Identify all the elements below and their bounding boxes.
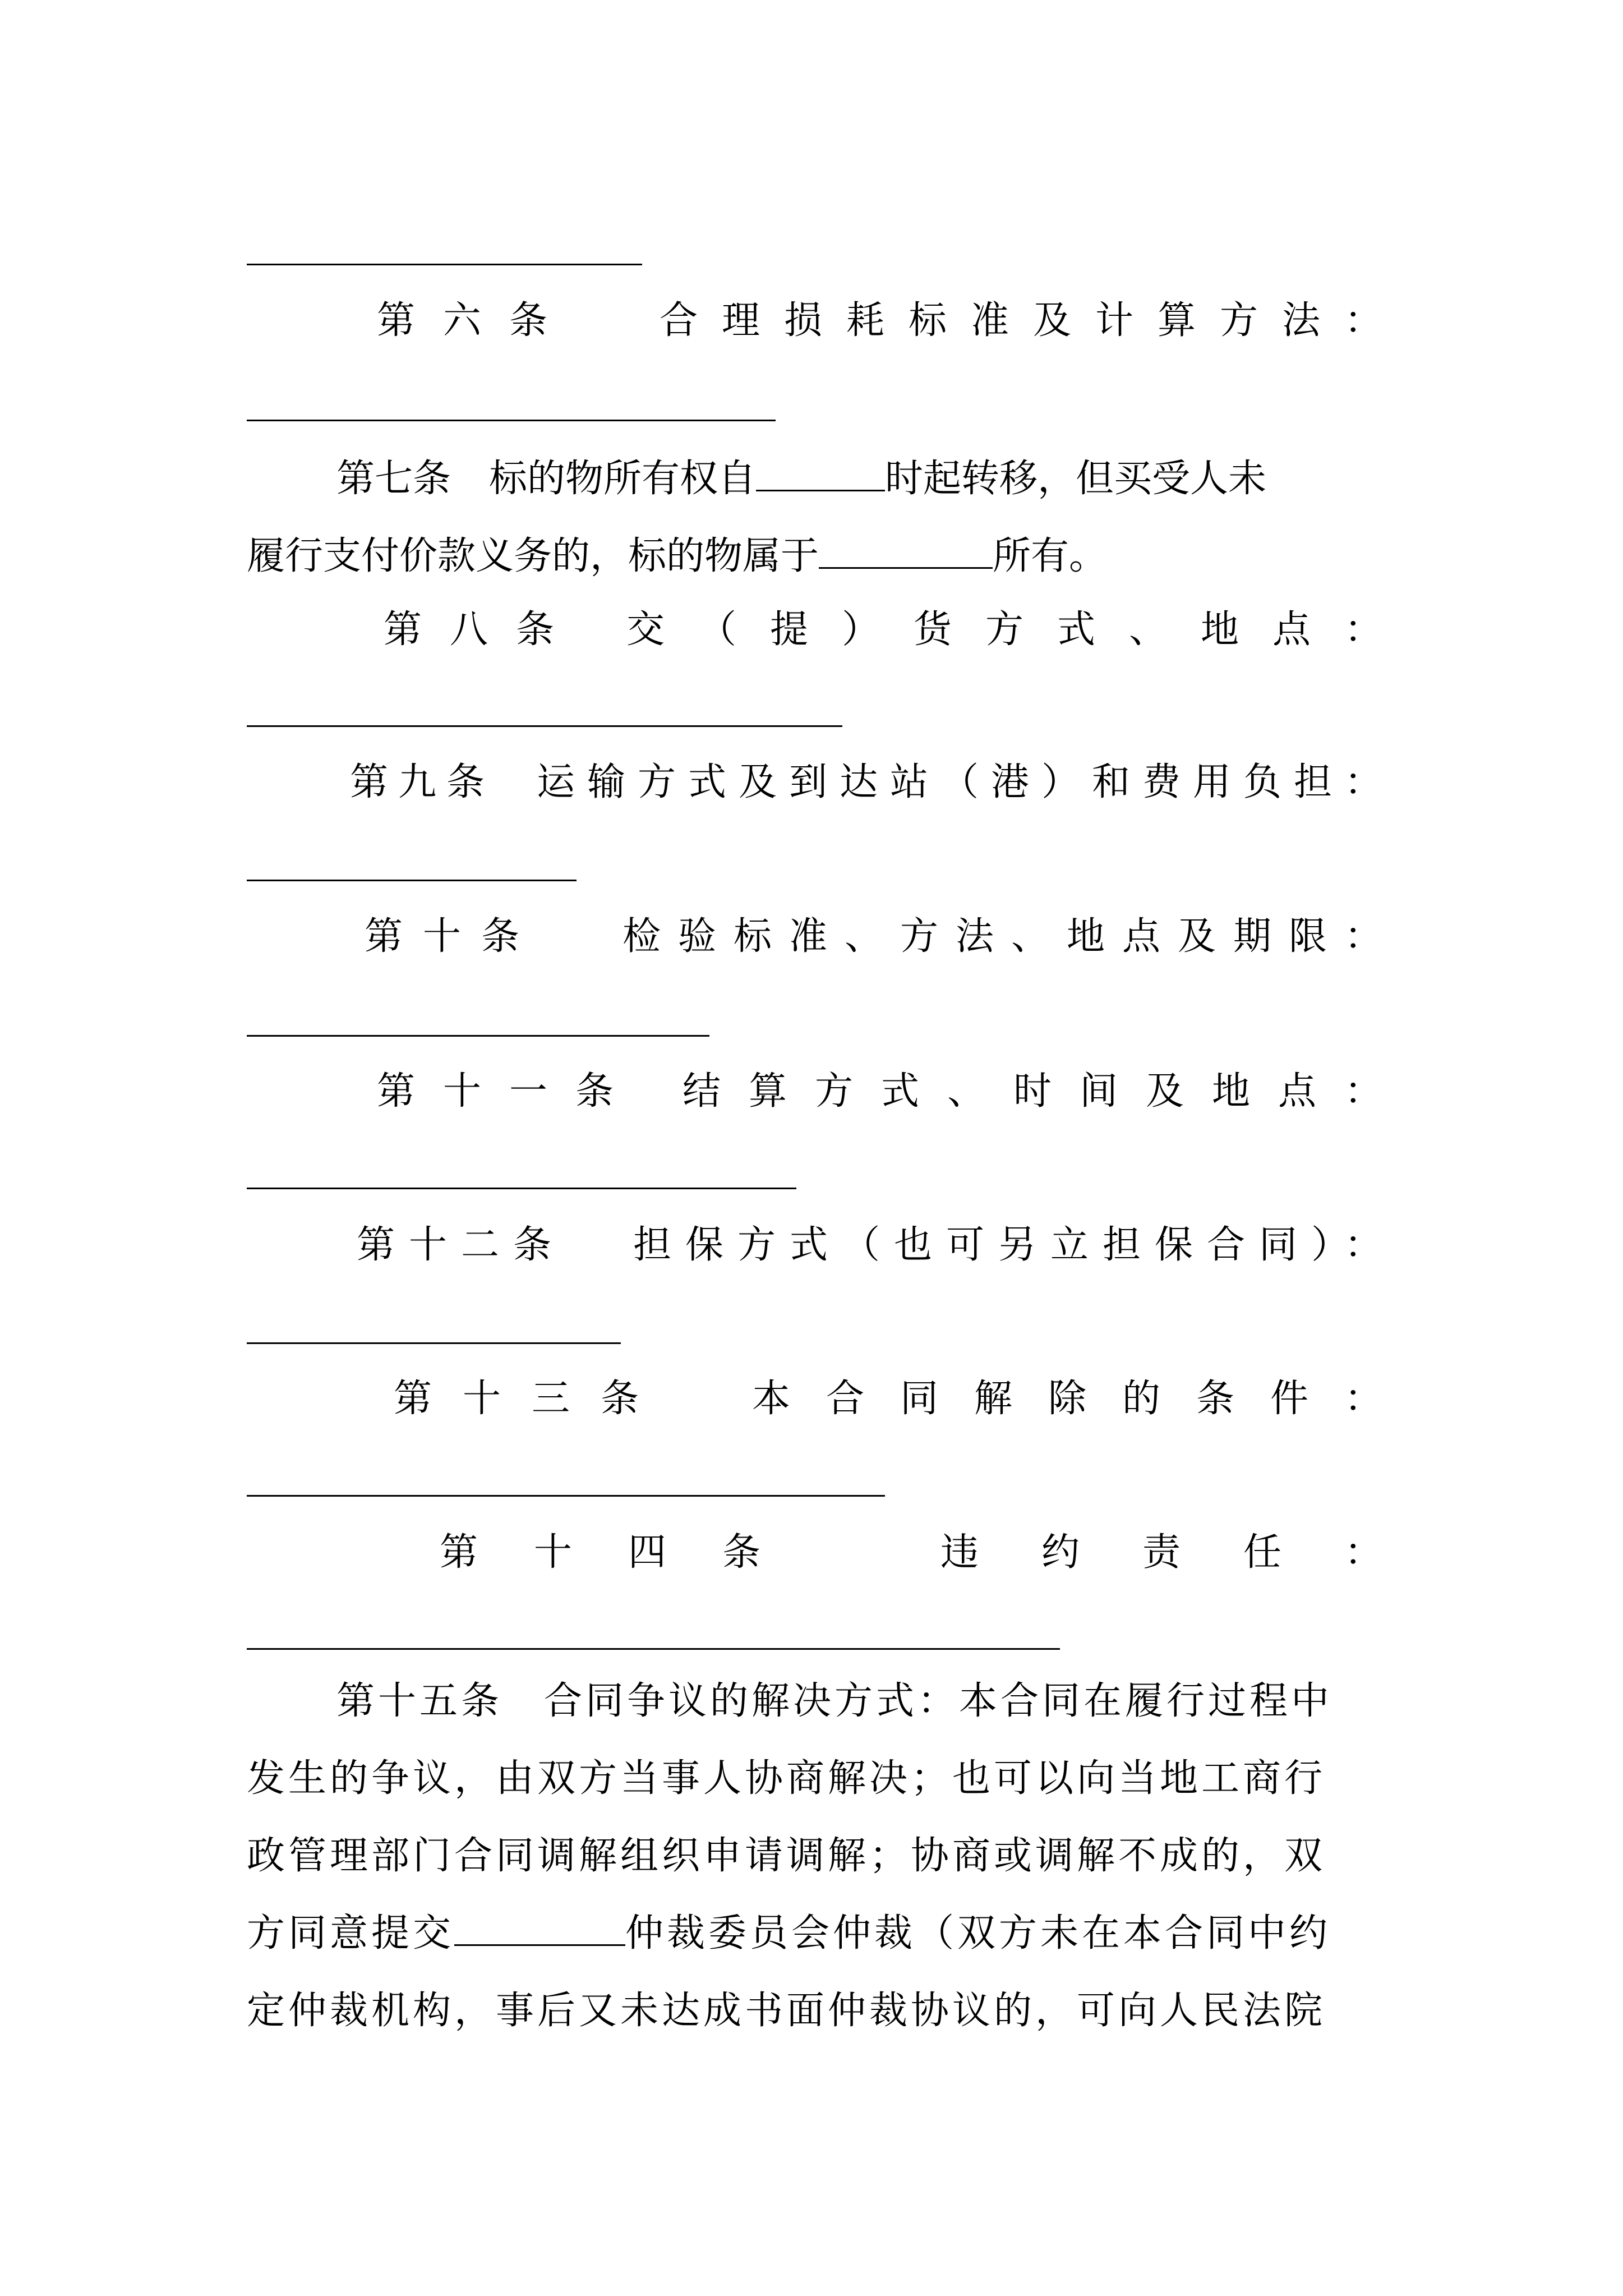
article-8-title: 交（提）货方式、地点： bbox=[626, 608, 1416, 652]
fill-line-article-14[interactable] bbox=[247, 1648, 1060, 1650]
article-14-heading bbox=[440, 1525, 1445, 1581]
article-13-number: 第十三条 bbox=[394, 1377, 670, 1421]
fill-line-article-11[interactable] bbox=[247, 1188, 796, 1189]
article-10-heading bbox=[365, 909, 1400, 965]
article-13-title: 本合同解除的条件： bbox=[751, 1377, 1418, 1421]
article-14-title: 违约责任： bbox=[940, 1530, 1445, 1575]
article-15-row-4: 方同意提交 仲裁委员会仲裁（双方未在本合同中约 bbox=[247, 1911, 1331, 1955]
fill-blank-owner[interactable] bbox=[819, 533, 993, 569]
article-13-heading bbox=[394, 1371, 1418, 1427]
fill-line-article-13[interactable] bbox=[247, 1495, 885, 1497]
fill-line-article-9[interactable] bbox=[247, 880, 577, 881]
fill-blank-ownership-time[interactable] bbox=[756, 456, 885, 491]
article-15-row-3: 政管理部门合同调解组织申请调解；协商或调解不成的，双 bbox=[247, 1834, 1326, 1878]
article-7-paragraph bbox=[247, 440, 1385, 595]
article-12-heading bbox=[357, 1217, 1396, 1273]
article-14-number: 第十四条 bbox=[440, 1530, 817, 1575]
article-12-number: 第十二条 bbox=[357, 1223, 566, 1267]
fill-line-article-12[interactable] bbox=[247, 1342, 621, 1344]
article-6-title: 合理损耗标准及计算方法： bbox=[659, 298, 1407, 343]
article-9-number: 第九条 bbox=[350, 760, 495, 804]
article-15-paragraph bbox=[247, 1663, 1385, 2050]
article-11-number: 第十一条 bbox=[377, 1069, 642, 1114]
article-11-title: 结算方式、时间及地点： bbox=[682, 1069, 1410, 1114]
article-9-heading bbox=[350, 754, 1395, 811]
fill-line-article-6[interactable] bbox=[247, 420, 776, 421]
article-6-number: 第六条 bbox=[377, 298, 576, 343]
article-9-title: 运输方式及到达站（港）和费用负担： bbox=[536, 760, 1395, 804]
article-10-title: 检验标准、方法、地点及期限： bbox=[622, 914, 1400, 959]
article-15-row-5: 定仲裁机构，事后又未达成书面仲裁协议的，可向人民法院 bbox=[247, 1989, 1326, 2033]
article-12-title: 担保方式（也可另立担保合同）： bbox=[633, 1223, 1396, 1267]
fill-line-article-10[interactable] bbox=[247, 1035, 709, 1037]
fill-blank-arbitration-committee[interactable] bbox=[454, 1911, 625, 1946]
fill-line-top[interactable] bbox=[247, 264, 642, 265]
article-15-row-2: 发生的争议，由双方当事人协商解决；也可以向当地工商行 bbox=[247, 1756, 1326, 1801]
article-7-row-1: 第七条 标的物所有权自 时起转移，但买受人未 bbox=[336, 457, 1267, 501]
article-11-heading bbox=[377, 1064, 1410, 1120]
article-10-number: 第十条 bbox=[365, 914, 540, 959]
fill-line-article-8[interactable] bbox=[247, 725, 842, 727]
article-6-heading bbox=[377, 293, 1407, 349]
article-7-row-2: 履行支付价款义务的，标的物属于 所有。 bbox=[247, 534, 1108, 578]
article-8-heading bbox=[384, 602, 1416, 658]
article-8-number: 第八条 bbox=[384, 608, 583, 652]
article-15-row-1: 第十五条 合同争议的解决方式：本合同在履行过程中 bbox=[336, 1679, 1333, 1723]
